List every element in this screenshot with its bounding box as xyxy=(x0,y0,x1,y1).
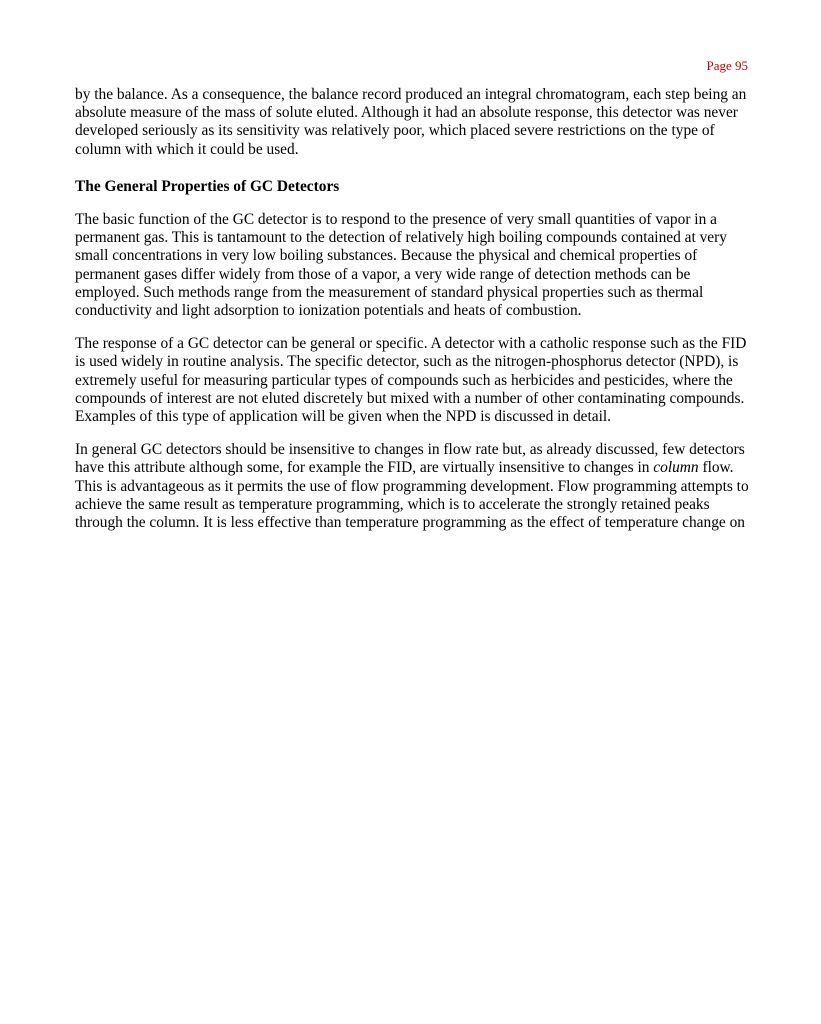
paragraph-flow-sensitivity-part-2: flow. This is advantageous as it permits the use of flow programming development. Flow programming attempts to achieve the same result as temperature programming, which is to accelerate the strongly retained peaks through the column. It is less effective than temperature programming as the effect of temperature change on xyxy=(75,459,749,532)
paragraph-detector-response: The response of a GC detector can be general or specific. A detector with a catholic response such as the FID is used widely in routine analysis. The specific detector, such as the nitrogen-phosphorus detector (NPD), is extremely useful for measuring particular types of compounds such as herbicides and pesticides, where the compounds of interest are not eluted discretely but mixed with a number of other contaminating compounds. Examples of this type of application will be given when the NPD is discussed in detail. xyxy=(75,335,747,426)
paragraph-flow-sensitivity-part-1: In general GC detectors should be insensitive to changes in flow rate but, as already discussed, few detectors have this attribute although some, for example the FID, are virtually insensitive to changes in xyxy=(75,441,745,477)
paragraph-balance-detector: by the balance. As a consequence, the balance record produced an integral chromatogram, each step being an absolute measure of the mass of solute eluted. Although it had an absolute response, this detector was never developed seriously as its sensitivity was relatively poor, which placed severe restrictions on the type of column with which it could be used. xyxy=(75,86,747,158)
paragraph-basic-function: The basic function of the GC detector is to respond to the presence of very small quantities of vapor in a permanent gas. This is tantamount to the detection of relatively high boiling compounds contained at very small concentrations in very low boiling substances. Because the physical and chemical properties of permanent gases differ widely from those of a vapor, a very wide range of detection methods can be employed. Such methods range from the measurement of standard physical properties such as thermal conductivity and light adsorption to ionization potentials and heats of combustion. xyxy=(75,211,727,320)
section-heading: The General Properties of GC Detectors xyxy=(75,177,340,195)
emphasized-word-column: column xyxy=(653,459,699,477)
paragraph-flow-sensitivity xyxy=(75,441,755,532)
page-number: Page 95 xyxy=(706,58,748,73)
page-content xyxy=(75,86,755,547)
